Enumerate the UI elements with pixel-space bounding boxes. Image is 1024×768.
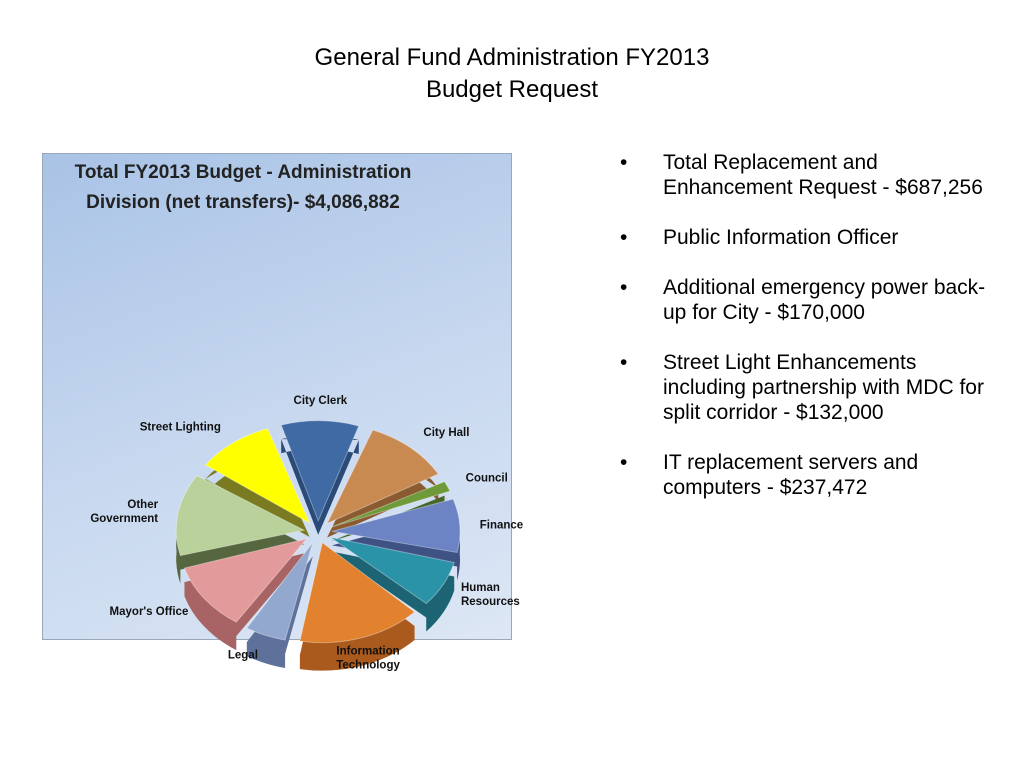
bullet-text: Additional emergency power back-up for City - $170,000 bbox=[663, 276, 986, 324]
pie-label-mayor-s-office: Mayor's Office bbox=[109, 606, 189, 619]
bullet-item bbox=[620, 150, 1000, 200]
pie-label-council: Council bbox=[465, 472, 508, 485]
pie-label-legal: Legal bbox=[227, 649, 258, 662]
bullet-dot-icon: • bbox=[620, 451, 628, 474]
bullet-dot-icon: • bbox=[620, 276, 628, 299]
bullet-text: Public Information Officer bbox=[663, 226, 899, 249]
pie-label-city-hall: City Hall bbox=[423, 426, 470, 439]
slide-title-line-1: General Fund Administration FY2013 bbox=[314, 44, 710, 71]
bullet-text: IT replacement servers and computers - $237,472 bbox=[663, 451, 919, 499]
pie-label-human-resources: Human Resources bbox=[460, 582, 520, 609]
bullet-text: Street Light Enhancements including partnership with MDC for split corridor - $132,000 bbox=[663, 351, 984, 424]
bullet-dot-icon: • bbox=[620, 226, 628, 249]
slide-title-line-2: Budget Request bbox=[425, 76, 599, 103]
bullet-text: Total Replacement and Enhancement Request - $687,256 bbox=[663, 151, 983, 199]
slide-title bbox=[0, 42, 1024, 106]
bullet-dot-icon: • bbox=[620, 351, 628, 374]
pie-label-finance: Finance bbox=[479, 519, 524, 532]
pie-label-city-clerk: City Clerk bbox=[293, 395, 348, 408]
bullet-item bbox=[620, 350, 1000, 425]
pie-label-other-government: Other Government bbox=[90, 498, 159, 525]
pie-label-street-lighting: Street Lighting bbox=[139, 421, 221, 434]
chart-title-line-1: Total FY2013 Budget - Administration bbox=[74, 162, 412, 183]
bullet-item bbox=[620, 225, 1000, 250]
pie-chart-panel bbox=[42, 153, 524, 672]
bullet-item bbox=[620, 275, 1000, 325]
chart-title-line-2: Division (net transfers)- $4,086,882 bbox=[86, 192, 400, 213]
pie-chart bbox=[43, 154, 524, 672]
bullet-dot-icon: • bbox=[620, 151, 628, 174]
pie-label-information-technology: Information Technology bbox=[336, 645, 400, 672]
bullet-list bbox=[620, 150, 1000, 525]
bullet-item bbox=[620, 450, 1000, 500]
